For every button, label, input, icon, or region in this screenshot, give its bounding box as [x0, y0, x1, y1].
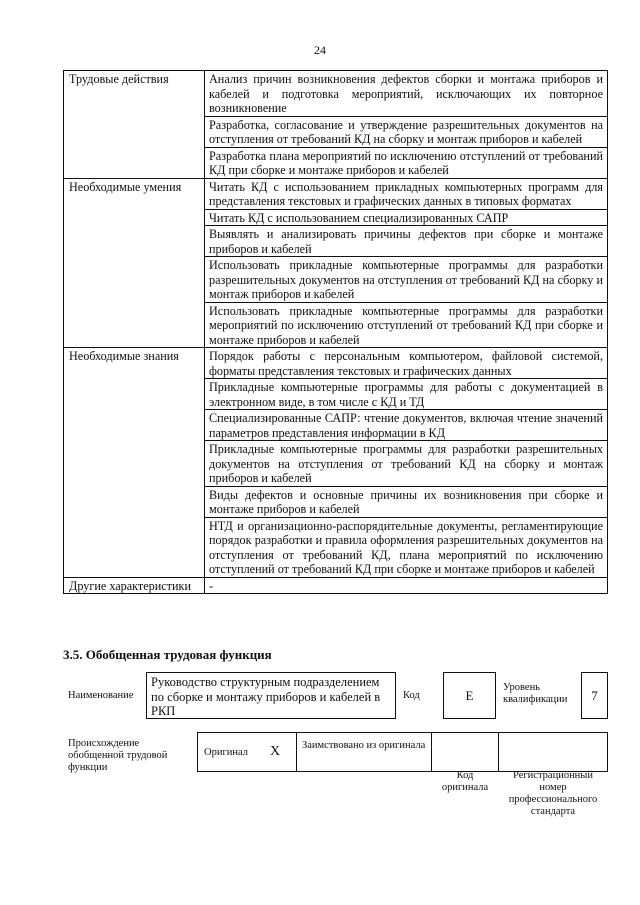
origin-code-caption: Код оригинала [441, 770, 489, 793]
reg-number-cell [498, 732, 608, 772]
table-row [64, 348, 608, 379]
code-label: Код [403, 690, 420, 701]
table-body [64, 71, 608, 594]
row-content: Виды дефектов и основные причины их возникновения при сборке и монтаже приборов и кабелей [205, 486, 608, 517]
row-content: НТД и организационно-распорядительные документы, регламентирующие порядок разработки и правила оформления разрешительных документов на отступления от требований КД, плана мероприятий по исключению отступлений от требований КД при сборке и монтаже приборов и кабелей [205, 517, 608, 577]
table-row [64, 71, 608, 117]
level-value: 7 [581, 672, 608, 719]
origin-code-cell [431, 732, 499, 772]
name-value: Руководство структурным подразделением по сборке и монтажу приборов и кабелей в РКП [146, 672, 396, 719]
row-label: Необходимые знания [64, 348, 205, 578]
section-heading: 3.5. Обобщенная трудовая функция [63, 647, 272, 662]
table-row [64, 577, 608, 594]
row-label: Другие характеристики [64, 577, 205, 594]
row-content: Читать КД с использованием специализированных САПР [205, 209, 608, 226]
borrowed-cell [296, 732, 432, 772]
row-content: Анализ причин возникновения дефектов сборки и монтажа приборов и кабелей и подготовка мероприятий, исключающих их повторное возникновение [205, 71, 608, 117]
original-mark: X [270, 744, 281, 759]
row-content: Разработка плана мероприятий по исключению отступлений от требований КД при сборке и монтаже приборов и кабелей [205, 147, 608, 178]
original-label: Оригинал [204, 747, 248, 758]
level-label: Уровень квалификации [503, 682, 568, 705]
origin-label: Происхождение обобщенной трудовой функции [68, 738, 168, 773]
original-cell [197, 732, 297, 772]
row-content: Выявлять и анализировать причины дефектов при сборке и монтаже приборов и кабелей [205, 226, 608, 257]
row-content: Порядок работы с персональным компьютером, файловой системой, форматы представления текстовых и графических данных [205, 348, 608, 379]
reg-number-caption: Регистрационный номер профессионального стандарта [508, 770, 598, 817]
row-content: Читать КД с использованием прикладных компьютерных программ для представления текстовых и графических данных в типовых форматах [205, 178, 608, 209]
name-label: Наименование [68, 690, 134, 701]
row-content: Специализированные САПР: чтение документов, включая чтение значений параметров представления информации в КД [205, 410, 608, 441]
table-row [64, 178, 608, 209]
row-content: - [205, 577, 608, 594]
row-content: Использовать прикладные компьютерные программы для разработки мероприятий по исключению отступлений от требований КД при сборке и монтаже приборов и кабелей [205, 302, 608, 348]
page-number: 24 [314, 43, 326, 57]
borrowed-label: Заимствовано из оригинала [302, 740, 426, 751]
labor-function-table [63, 70, 608, 594]
row-content: Разработка, согласование и утверждение разрешительных документов на отступления от требований КД на сборку и монтаж приборов и кабелей [205, 116, 608, 147]
row-label: Необходимые умения [64, 178, 205, 348]
row-content: Прикладные компьютерные программы для разработки разрешительных документов на отступления от требований КД на сборку и монтаж приборов и кабелей [205, 441, 608, 487]
row-content: Прикладные компьютерные программы для работы с документацией в электронном виде, в том числе с КД и ТД [205, 379, 608, 410]
code-value: E [443, 672, 496, 719]
row-content: Использовать прикладные компьютерные программы для разработки разрешительных документов на отступления от требований КД на сборку и монтаж приборов и кабелей [205, 257, 608, 303]
row-label: Трудовые действия [64, 71, 205, 179]
